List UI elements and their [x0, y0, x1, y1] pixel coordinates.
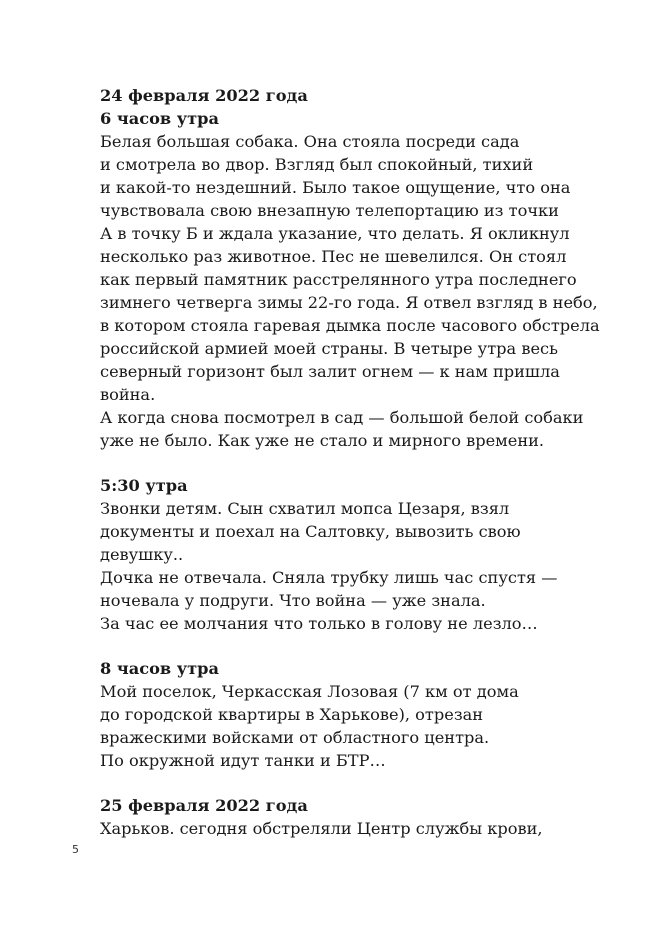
text-line: ночевала у подруги. Что война — уже знала.	[100, 591, 486, 610]
time-heading: 6 часов утра	[100, 109, 219, 128]
text-line: и какой-то нездешний. Было такое ощущение, что она	[100, 178, 571, 197]
text-line: За час ее молчания что только в голову не лезло…	[100, 614, 538, 633]
date-heading: 25 февраля 2022 года	[100, 796, 308, 815]
text-line: Белая большая собака. Она стояла посреди сада	[100, 132, 520, 151]
date-heading: 24 февраля 2022 года	[100, 86, 308, 105]
text-line: в котором стояла гаревая дымка после часового обстрела	[100, 316, 600, 335]
text-line: зимнего четверга зимы 22-го года. Я отвел взгляд в небо,	[100, 293, 598, 312]
time-heading: 5:30 утра	[100, 476, 188, 495]
page-body	[100, 84, 620, 862]
text-line: до городской квартиры в Харькове), отрезан	[100, 705, 484, 724]
text-line: и смотрела во двор. Взгляд был спокойный, тихий	[100, 155, 534, 174]
text-line: война.	[100, 385, 156, 404]
time-heading: 8 часов утра	[100, 659, 219, 678]
page-number: 5	[72, 843, 79, 856]
section-feb-25	[100, 794, 620, 840]
text-line: северный горизонт был залит огнем — к нам пришла	[100, 362, 560, 381]
text-line: девушку..	[100, 545, 184, 564]
text-line: А когда снова посмотрел в сад — большой белой собаки	[100, 408, 584, 427]
section-8am	[100, 657, 620, 772]
text-line: вражескими войсками от областного центра.	[100, 728, 490, 747]
text-line: уже не было. Как уже не стало и мирного времени.	[100, 431, 545, 450]
text-line: несколько раз животное. Пес не шевелился. Он стоял	[100, 247, 567, 266]
text-line: чувствовала свою внезапную телепортацию из точки	[100, 201, 559, 220]
text-line: По окружной идут танки и БТР…	[100, 751, 386, 770]
text-line: Звонки детям. Сын схватил мопса Цезаря, взял	[100, 499, 510, 518]
text-line: российской армией моей страны. В четыре утра весь	[100, 339, 558, 358]
text-line: Дочка не отвечала. Сняла трубку лишь час спустя —	[100, 568, 558, 587]
text-line: как первый памятник расстрелянного утра последнего	[100, 270, 577, 289]
text-line: Харьков. сегодня обстреляли Центр службы крови,	[100, 819, 543, 838]
section-feb-24	[100, 84, 620, 452]
text-line: Мой поселок, Черкасская Лозовая (7 км от дома	[100, 682, 519, 701]
text-line: А в точку Б и ждала указание, что делать. Я окликнул	[100, 224, 570, 243]
text-line: документы и поехал на Салтовку, вывозить свою	[100, 522, 521, 541]
section-530	[100, 474, 620, 635]
